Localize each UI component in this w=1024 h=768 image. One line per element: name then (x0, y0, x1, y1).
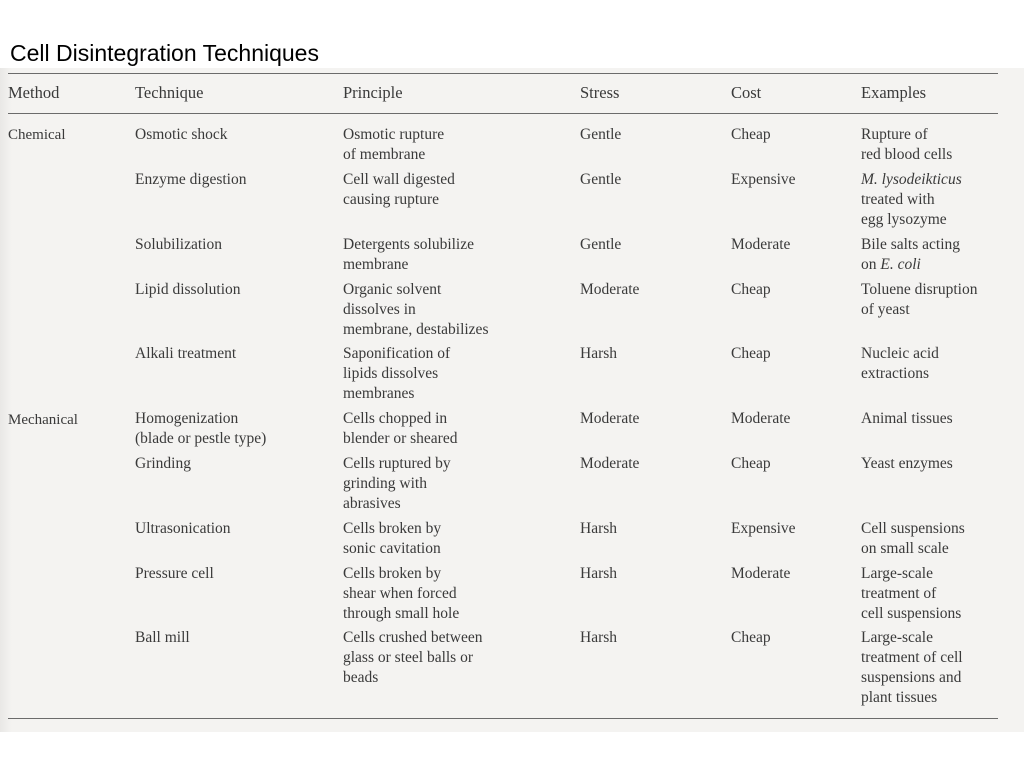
cell-line: Cells broken by (343, 565, 442, 582)
table-cell-cost: Cheap (731, 455, 771, 472)
table-cell-examples (861, 628, 963, 708)
table-cell-cost: Cheap (731, 345, 771, 362)
table-cell-principle (343, 344, 450, 404)
cell-line: Enzyme digestion (135, 171, 247, 188)
table-cell-stress: Gentle (580, 171, 622, 188)
cell-line: Cells chopped in (343, 410, 448, 427)
cell-line: extractions (861, 365, 930, 382)
cell-line: Yeast enzymes (861, 455, 953, 472)
cell-line: Cells crushed between (343, 629, 483, 646)
table-cell-examples (861, 170, 962, 230)
table-cell-stress: Moderate (580, 410, 640, 427)
table-cell-stress: Moderate (580, 455, 640, 472)
table-cell-stress: Gentle (580, 126, 622, 143)
cell-line: egg lysozyme (861, 211, 947, 228)
cell-line: Bile salts acting (861, 236, 961, 253)
table-cell-technique (135, 564, 214, 584)
cell-line: through small hole (343, 605, 460, 622)
table-cell-principle (343, 628, 482, 688)
table-cell-principle (343, 280, 488, 340)
cell-line: (blade or pestle type) (135, 430, 267, 447)
cell-line: plant tissues (861, 689, 938, 706)
cell-line: shear when forced (343, 585, 457, 602)
cell-line: membrane, destabilizes (343, 321, 489, 338)
cell-line: treated with (861, 191, 935, 208)
cell-line: Large-scale (861, 565, 933, 582)
group-label-chemical: Chemical (8, 127, 66, 143)
cell-line: Solubilization (135, 236, 222, 253)
cell-line: suspensions and (861, 669, 962, 686)
cell-line: on small scale (861, 540, 949, 557)
cell-line: Lipid dissolution (135, 281, 241, 298)
cell-line: Ball mill (135, 629, 190, 646)
cell-line: Rupture of (861, 126, 928, 143)
cell-line: causing rupture (343, 191, 439, 208)
cell-line: cell suspensions (861, 605, 962, 622)
cell-line: Cell wall digested (343, 171, 455, 188)
table-cell-cost: Expensive (731, 520, 796, 537)
table-cell-technique (135, 170, 247, 190)
table-cell-examples (861, 280, 977, 320)
table-cell-stress: Moderate (580, 281, 640, 298)
header-cost: Cost (731, 83, 762, 102)
table-cell-technique (135, 409, 266, 449)
table-cell-technique (135, 519, 231, 539)
cell-line: membrane (343, 256, 409, 273)
cell-line: glass or steel balls or (343, 649, 474, 666)
cell-line: Alkali treatment (135, 345, 237, 362)
cell-line: Homogenization (135, 410, 239, 427)
cell-line: Large-scale (861, 629, 933, 646)
table-cell-principle (343, 235, 474, 275)
cell-line: Cells broken by (343, 520, 442, 537)
cell-line: Cells ruptured by (343, 455, 451, 472)
cell-line: membranes (343, 385, 415, 402)
cell-line: of membrane (343, 146, 426, 163)
table-cell-technique (135, 454, 191, 474)
table-top-rule (8, 73, 998, 74)
cell-line: Organic solvent (343, 281, 442, 298)
slide-title: Cell Disintegration Techniques (10, 40, 319, 66)
cell-line: Pressure cell (135, 565, 214, 582)
table-cell-examples (861, 409, 953, 429)
cell-line: Osmotic shock (135, 126, 228, 143)
cell-line: lipids dissolves (343, 365, 439, 382)
table-bottom-rule (8, 718, 998, 719)
table-cell-examples (861, 125, 952, 165)
cell-line: Saponification of (343, 345, 451, 362)
cell-line: Ultrasonication (135, 520, 231, 537)
page-edge-shadow (0, 68, 12, 732)
header-examples: Examples (861, 83, 927, 102)
cell-line: Cell suspensions (861, 520, 965, 537)
table-cell-cost: Expensive (731, 171, 796, 188)
table-cell-cost: Moderate (731, 236, 791, 253)
table-cell-technique (135, 235, 222, 255)
table-cell-examples (861, 564, 961, 624)
cell-line: on E. coli (861, 256, 921, 273)
table-cell-technique (135, 280, 241, 300)
header-rule (8, 113, 998, 114)
table-cell-examples (861, 519, 965, 559)
table-cell-stress: Harsh (580, 345, 618, 362)
table-cell-stress: Harsh (580, 565, 618, 582)
table-cell-cost: Moderate (731, 410, 791, 427)
header-technique: Technique (135, 83, 204, 102)
cell-line: Toluene disruption (861, 281, 978, 298)
cell-line: of yeast (861, 301, 910, 318)
cell-line: abrasives (343, 495, 401, 512)
cell-line: Nucleic acid (861, 345, 939, 362)
table-cell-principle (343, 170, 455, 210)
table-cell-stress: Gentle (580, 236, 622, 253)
cell-line: M. lysodeikticus (861, 171, 962, 188)
table-cell-technique (135, 628, 190, 648)
table-cell-principle (343, 125, 444, 165)
cell-line: Detergents solubilize (343, 236, 475, 253)
table-cell-technique (135, 125, 228, 145)
cell-line: blender or sheared (343, 430, 458, 447)
table-cell-principle (343, 409, 457, 449)
cell-line: treatment of (861, 585, 937, 602)
table-cell-technique (135, 344, 236, 364)
cell-line: Animal tissues (861, 410, 953, 427)
cell-line: grinding with (343, 475, 427, 492)
table-cell-stress: Harsh (580, 520, 618, 537)
table-cell-cost: Cheap (731, 126, 771, 143)
cell-line: Osmotic rupture (343, 126, 445, 143)
table-cell-principle (343, 564, 459, 624)
scanned-table (0, 68, 1024, 732)
table-cell-examples (861, 235, 960, 275)
group-label-mechanical: Mechanical (8, 412, 78, 428)
cell-line: red blood cells (861, 146, 953, 163)
header-method: Method (8, 83, 60, 102)
table-cell-examples (861, 454, 953, 474)
cell-line: sonic cavitation (343, 540, 441, 557)
cell-line: beads (343, 669, 379, 686)
cell-line: treatment of cell (861, 649, 963, 666)
table-cell-cost: Moderate (731, 565, 791, 582)
table-cell-examples (861, 344, 939, 384)
cell-line: Grinding (135, 455, 191, 472)
table-cell-cost: Cheap (731, 281, 771, 298)
table-cell-stress: Harsh (580, 629, 618, 646)
table-cell-principle (343, 519, 441, 559)
table-cell-principle (343, 454, 451, 514)
header-principle: Principle (343, 83, 403, 102)
cell-line: dissolves in (343, 301, 416, 318)
table-cell-cost: Cheap (731, 629, 771, 646)
header-stress: Stress (580, 83, 620, 102)
